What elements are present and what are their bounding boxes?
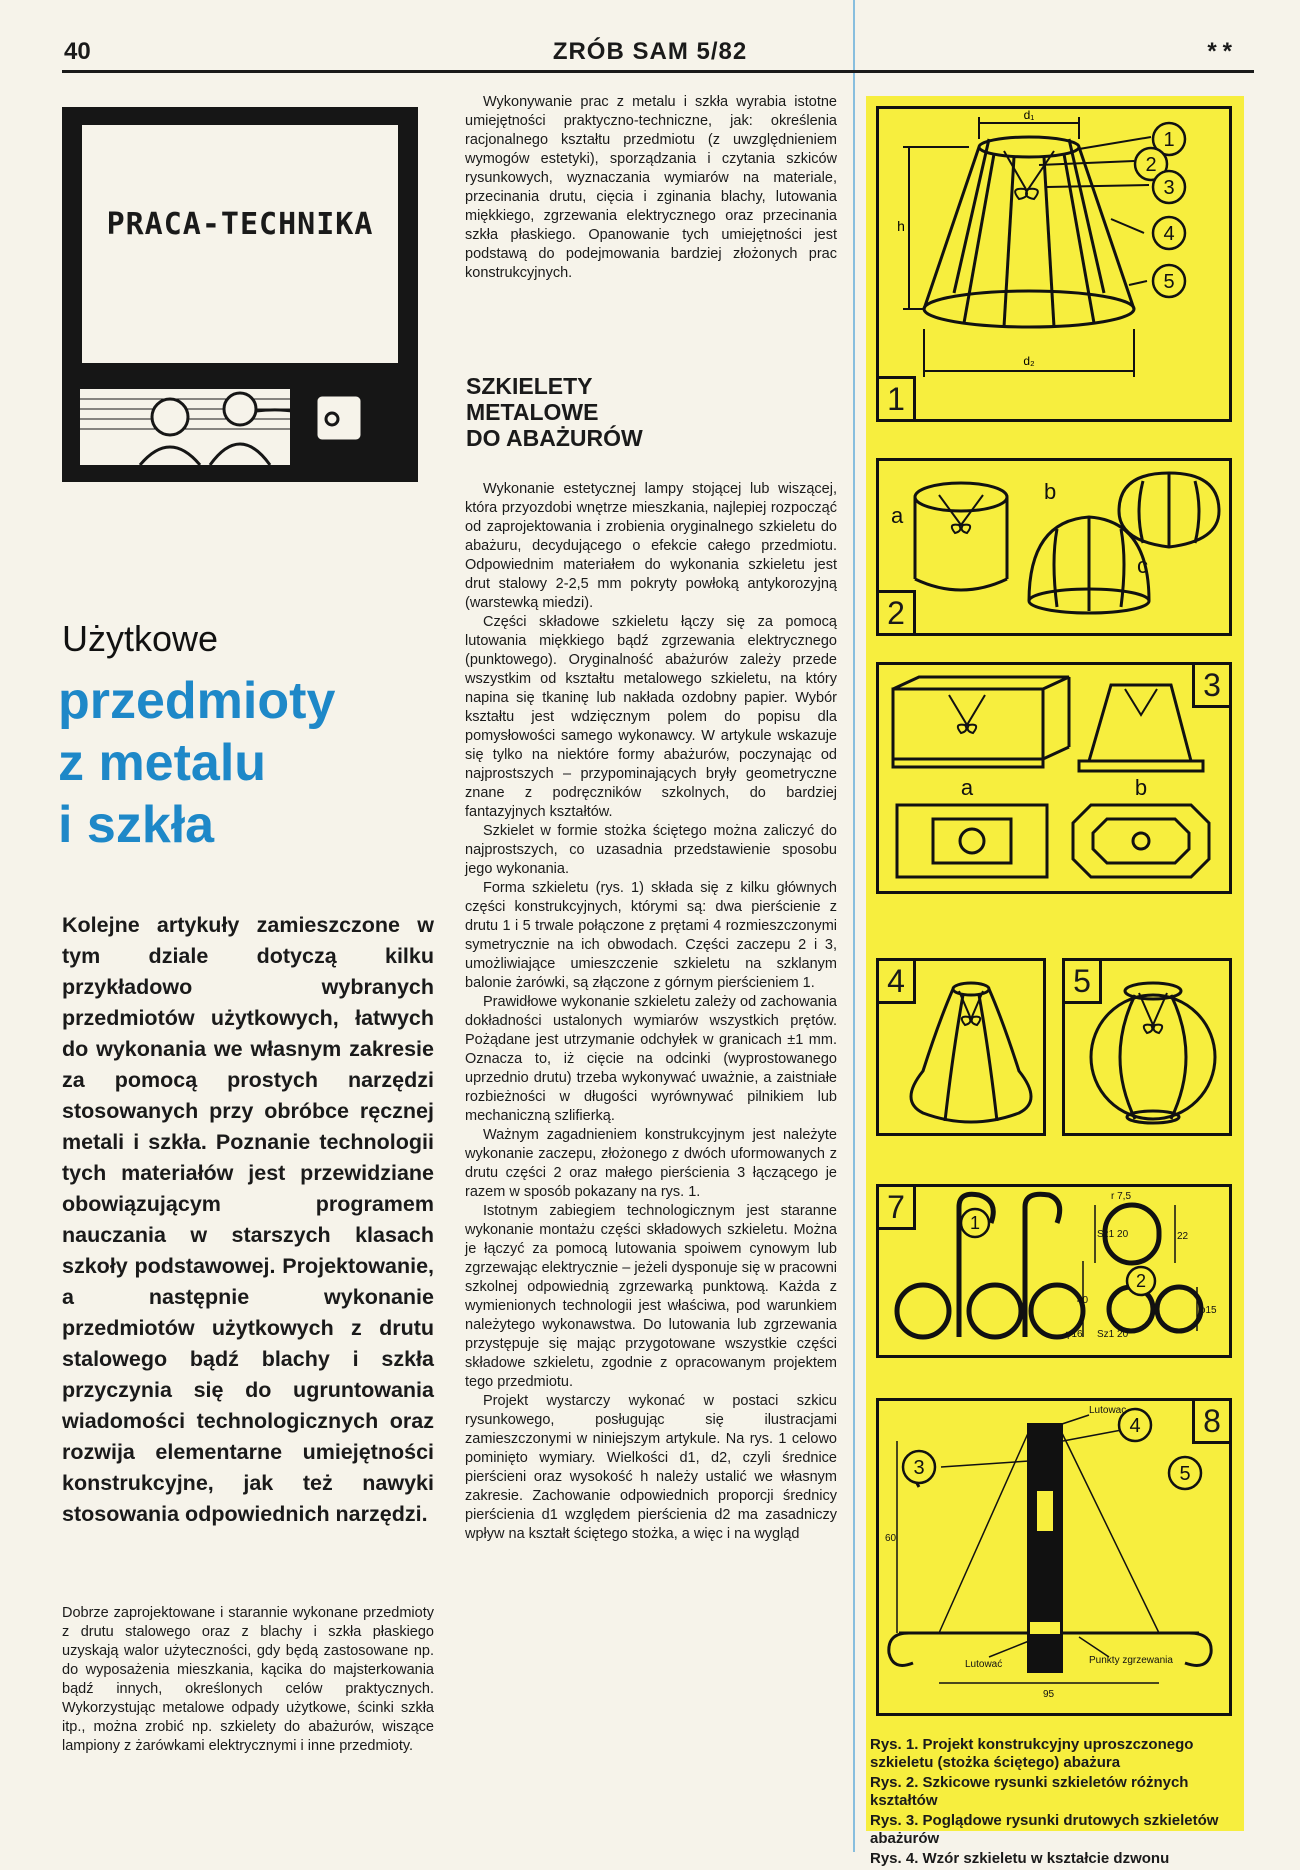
figure-7 <box>876 1184 1232 1358</box>
figure-3-number: 3 <box>1192 662 1232 708</box>
fig3-label-b: b <box>1134 775 1148 800</box>
body-paragraph: Prawidłowe wykonanie szkieletu zależy od zachowania dokładności ustalonych wymiarów wszystkich prętów. Pożądane jest utrzymanie odchyłek w granicach ±1 mm. Oznacza to, iż cięcie na odcinki (wyprostowanego uprzednio drutu) trzeba wykonywać uważnie, a zaistniałe rozbieżności w długości wyrównywać pilnikiem lub mechaniczną szlifierką. <box>465 994 837 1124</box>
figure-4 <box>876 958 1046 1136</box>
section-logo-text: PRACA-TECHNIKA <box>106 207 374 242</box>
intro-text: Wykonywanie prac z metalu i szkła wyrabia istotne umiejętności praktyczno-techniczne, jak: określenia racjonalnego kształtu przedmiotu (z uwzględnieniem wymogów estetyki), sporządzania i czytania szkiców rysunkowych, wyznaczania wymiarów na materiale, przecinania drutu, cięcia i zginania blachy, lutowania miękkiego, zgrzewania elektrycznego oraz przecinania szkła płaskiego. Opanowanie tych umiejętności jest podstawą do podejmowania bardziej złożonych prac konstrukcyjnych. <box>465 94 837 281</box>
figure-2-number: 2 <box>876 590 916 636</box>
intro-paragraph <box>465 93 837 283</box>
body-paragraph: Istotnym zabiegiem technologicznym jest staranne wykonanie montażu części składowych szkieletu. Można je łączyć za pomocą lutowania spoiwem cynowym lub zgrzewając elektrycznie – jeżeli dysponuje się w pracowni szkolnej odpowiednią zgrzewarką punktową. Każda z wymienionych technologii jest właściwa, pod warunkiem należytego wykonawstwa. Do lutowania lub zgrzewania przystępuje się mając przygotowane wszystkie części składowe szkieletu, zgodnie z opracowanym projektem tego przedmiotu. <box>465 1203 837 1390</box>
body-paragraph: Części składowe szkieletu łączy się za pomocą lutowania miękkiego bądź zgrzewania elektrycznego (punktowego). Oryginalność abażurów zależy przede wszystkim od kształtu metalowego szkieletu, na który napina się tkaninę lub nakłada ozdobny papier. Wybór kształtu jest wdzięcznym polem do popisu dla pomysłowości samego wykonawcy. W artykule wskazuje się tylko na niektóre formy abażurów, poczynając od najprostszych – przypominających bryły geometryczne znane z podręczników szkolnych, do bardziej fantazyjnych kształtów. <box>465 614 837 820</box>
figure-2 <box>876 458 1232 636</box>
figure-5-number: 5 <box>1062 958 1102 1004</box>
caption: Rys. 4. Wzór szkieletu w kształcie dzwonu <box>870 1850 1170 1867</box>
layout-guide-line <box>853 0 855 1852</box>
headline-line1: Użytkowe <box>62 618 219 659</box>
fig1-d1: d₁ <box>1023 109 1035 122</box>
body-paragraph: Ważnym zagadnieniem konstrukcyjnym jest należyte wykonanie zaczepu, złożonego z dwóch uformowanych z drutu części 2 oraz małego pierścienia 3 łączącego je razem w sposób pokazany na rys. 1. <box>465 1127 837 1200</box>
magazine-title: ZRÓB SAM 5/82 <box>552 38 748 65</box>
fig1-d2: d₂ <box>1023 354 1035 368</box>
page-number: 40 <box>64 38 91 65</box>
figure-3-drawing <box>879 665 1229 891</box>
fig2-label-b: b <box>1044 479 1057 504</box>
figures-panel <box>866 96 1244 1867</box>
fig7-callout-2: 2 <box>1135 1271 1147 1291</box>
figure-7-number: 7 <box>876 1184 916 1230</box>
headline-line4: i szkła <box>58 796 215 854</box>
figure-8 <box>876 1398 1232 1716</box>
fig1-callout-3: 3 <box>1163 177 1175 199</box>
fig7-dim-phi16: φ16 <box>1065 1329 1083 1340</box>
fig1-callout-5: 5 <box>1163 271 1175 293</box>
section-heading-line3: DO ABAŻURÓW <box>466 425 643 451</box>
fig1-callout-1: 1 <box>1163 129 1175 151</box>
body-paragraph: Szkielet w formie stożka ściętego można zaliczyć do najprostszych, co uzasadnia przedstawienie sposobu jego wykonania. <box>465 823 837 877</box>
figure-7-drawing <box>879 1187 1229 1355</box>
fig8-dim-95: 95 <box>1043 1689 1055 1700</box>
body-paragraph: Forma szkieletu (rys. 1) składa się z kilku głównych części konstrukcyjnych, którymi są: dwa pierścienie z drutu 1 i 5 trwale połączone z prętami 4 rozmieszczonymi symetrycznie na ich obwodach. Części zaczepu 2 i 3, umożliwiające umieszczenie szkieletu na szklanym balonie żarówki, są złączone z górnym pierścieniem 1. <box>465 880 837 991</box>
fig2-label-c: c <box>1137 553 1148 578</box>
fig7-dim-22: 22 <box>1177 1231 1189 1242</box>
figure-3 <box>876 662 1232 894</box>
fig8-callout-5: 5 <box>1179 1463 1191 1485</box>
figure-4-number: 4 <box>876 958 916 1004</box>
fig7-radius: r 7,5 <box>1111 1191 1132 1202</box>
fig8-label-punkty: Punkty zgrzewania <box>1089 1655 1173 1666</box>
fig7-callout-1: 1 <box>969 1213 981 1233</box>
article-body <box>465 480 837 1544</box>
lead-paragraph: Kolejne artykuły zamieszczone w tym dziale dotyczą kilku przykładowo wybranych przedmiotów użytkowych, łatwych do wykonania we własnym zakresie za pomocą prostych narzędzi stosowanych przy obróbce ręcznej metali i szkła. Poznanie technologii tych materiałów jest przewidziane obowiązującym programem nauczania w starszych klasach szkoły podstawowej. Projektowanie, a następnie wykonanie przedmiotów użytkowych z drutu stalowego bądź blachy i szkła przyczynia się do ugruntowania wiadomości technologicznych oraz rozwija elementarne umiejętności konstrukcyjne, jak też nawyki stosowania odpowiednich narzędzi. <box>62 913 434 1526</box>
difficulty-stars: ** <box>1207 38 1238 65</box>
caption: Rys. 2. Szkicowe rysunki szkieletów różnych kształtów <box>870 1774 1189 1809</box>
figure-1-drawing <box>879 109 1229 419</box>
headline-line3: z metalu <box>58 734 267 792</box>
headline-line2: przedmioty <box>58 672 336 730</box>
figure-1-number: 1 <box>876 376 916 422</box>
fig8-label-lutowac-bottom: Lutować <box>965 1659 1003 1670</box>
fig3-label-a: a <box>960 775 974 800</box>
section-logo-illustration <box>80 389 400 465</box>
fig7-dim-phi15: φ15 <box>1199 1305 1217 1316</box>
section-logo <box>62 107 418 482</box>
lead-small-paragraph: Dobrze zaprojektowane i starannie wykonane przedmioty z drutu stalowego oraz z blachy i szkła płaskiego uzyskają walor użyteczności, gdy będą zastosowane np. do wyposażenia mieszkania, kącika do majsterkowania bądź innych, określonych celów praktycznych. Wykorzystując metalowe odpady użytkowe, ścinki szkła itp., można zrobić np. szkielety do abażurów, wiszące lampiony z żarówkami elektrycznymi i inne przedmioty. <box>62 1605 434 1754</box>
section-heading-line2: METALOWE <box>466 399 599 425</box>
figure-captions <box>870 1736 1230 1870</box>
section-heading-line1: SZKIELETY <box>466 373 593 399</box>
body-paragraph: Wykonanie estetycznej lampy stojącej lub wiszącej, która przyozdobi wnętrze mieszkania, najlepiej rozpocząć od zaprojektowania i zrobienia oryginalnego szkieletu do abażuru, decydującego o efekcie całego przedmiotu. Odpowiednim materiałem do wykonania szkieletu jest drut stalowy 2-2,5 mm pokryty powłoką antykorozyjną (warstewką miedzi). <box>465 481 837 611</box>
header-rule <box>62 70 1254 73</box>
figure-8-number: 8 <box>1192 1398 1232 1444</box>
fig1-callout-2: 2 <box>1145 154 1157 176</box>
fig8-callout-4: 4 <box>1129 1415 1141 1437</box>
section-heading <box>466 373 643 451</box>
figure-1 <box>876 106 1232 422</box>
fig7-dim-40: 40 <box>1077 1295 1089 1306</box>
section-logo-label-area <box>82 125 398 363</box>
fig2-label-a: a <box>891 503 904 528</box>
fig8-label-lutowac-top: Lutowac <box>1089 1405 1127 1416</box>
caption: Rys. 1. Projekt konstrukcyjny uproszczonego szkieletu (stożka ściętego) abażura <box>870 1736 1194 1771</box>
fig7-dim-sz1: Sz1 20 <box>1097 1229 1129 1240</box>
figure-2-drawing <box>879 461 1229 633</box>
figure-5 <box>1062 958 1232 1136</box>
figure-8-drawing <box>879 1401 1229 1713</box>
caption: Rys. 3. Poglądowe rysunki drutowych szkieletów abażurów <box>870 1812 1219 1847</box>
body-paragraph: Projekt wystarczy wykonać w postaci szkicu rysunkowego, posługując się ilustracjami zamieszczonymi w niniejszym artykule. Na rys. 1 celowo pominięto wymiary. Wielkości d1, d2, czyli średnice pierścieni oraz wysokość h należy ustalić we własnym zakresie. Zachowanie odpowiednich proporcji średnicy pierścienia d1 względem pierścienia d2 ma zasadniczy wpływ na kształt ściętego stożka, a więc i na wygląd <box>465 1393 837 1542</box>
fig8-dim-60: 60 <box>885 1533 897 1544</box>
fig8-callout-3: 3 <box>913 1457 925 1479</box>
fig7-dim-sz2: Sz1 20 <box>1097 1329 1129 1340</box>
fig1-h: h <box>897 218 905 234</box>
headline-main <box>58 670 335 856</box>
fig1-callout-4: 4 <box>1163 223 1175 245</box>
